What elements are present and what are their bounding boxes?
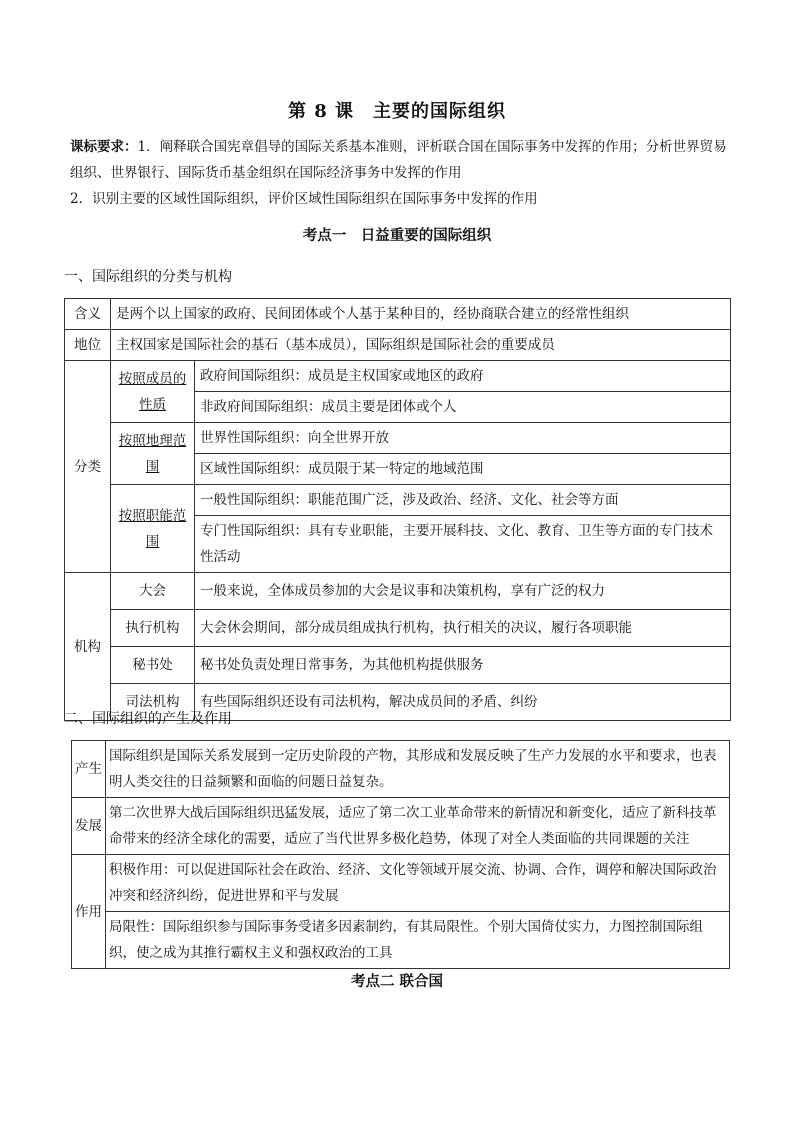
origin-label: 产生 [72, 741, 106, 798]
role-positive-text: 积极作用：可以促进国际社会在政治、经济、文化等领域开展交流、协调、合作，调停和解决国际政治冲突和经济纠纷，促进世界和平与发展 [106, 855, 730, 912]
org-desc: 一般来说，全体成员参加的大会是议事和决策机构，享有广泛的权力 [195, 573, 731, 610]
group-label [111, 361, 195, 423]
org-name: 司法机构 [111, 684, 195, 721]
table-row [65, 573, 731, 610]
org-label: 机构 [65, 573, 111, 721]
group-item: 一般性国际组织：职能范围广泛，涉及政治、经济、文化、社会等方面 [195, 485, 731, 516]
status-text: 主权国家是国际社会的基石（基本成员），国际组织是国际社会的重要成员 [111, 330, 731, 361]
group-label [111, 485, 195, 573]
table-row [65, 610, 731, 647]
org-desc: 有些国际组织还设有司法机构，解决成员间的矛盾、纠纷 [195, 684, 731, 721]
group-label [111, 423, 195, 485]
org-name: 秘书处 [111, 647, 195, 684]
group-item: 专门性国际组织：具有专业职能，主要开展科技、文化、教育、卫生等方面的专门技术性活动 [195, 516, 731, 573]
org-name: 大会 [111, 573, 195, 610]
section1-title: 考点一 日益重要的国际组织 [302, 227, 492, 244]
role-limit-text: 局限性：国际组织参与国际事务受诸多因素制约，有其局限性。个别大国倚仗实力，力图控制国际组织，使之成为其推行霸权主义和强权政治的工具 [106, 912, 730, 969]
lesson-title: 第 8 课 主要的国际组织 [287, 101, 507, 122]
part1-heading: 一、国际组织的分类与机构 [64, 269, 232, 285]
classification-table [64, 298, 731, 721]
table-row [72, 798, 730, 855]
group-label-text: 按照职能范围 [118, 507, 187, 550]
role-label: 作用 [72, 855, 106, 969]
origin-role-table [71, 740, 730, 969]
classify-label: 分类 [65, 361, 111, 573]
meaning-text: 是两个以上国家的政府、民间团体或个人基于某种目的，经协商联合建立的经常性组织 [111, 299, 731, 330]
requirements-line1: 1．阐释联合国宪章倡导的国际关系基本准则，评析联合国在国际事务中发挥的作用；分析世界贸易组织、世界银行、国际货币基金组织在国际经济事务中发挥的作用 [70, 139, 727, 181]
org-name: 执行机构 [111, 610, 195, 647]
group-label-text: 按照成员的性质 [118, 370, 187, 413]
table-row [65, 361, 731, 392]
table-row [65, 423, 731, 454]
table-row [72, 912, 730, 969]
development-label: 发展 [72, 798, 106, 855]
table-row [65, 330, 731, 361]
requirements-line2: 2．识别主要的区域性国际组织，评价区域性国际组织在国际事务中发挥的作用 [70, 191, 538, 207]
requirements-label: 课标要求： [70, 139, 138, 155]
group-item: 区域性国际组织：成员限于某一特定的地域范围 [195, 454, 731, 485]
group-label-text: 按照地理范围 [118, 432, 187, 475]
table-row [72, 855, 730, 912]
origin-text: 国际组织是国际关系发展到一定历史阶段的产物，其形成和发展反映了生产力发展的水平和要求，也表明人类交往的日益频繁和面临的问题日益复杂。 [106, 741, 730, 798]
part2-heading: 二、国际组织的产生及作用 [64, 711, 232, 727]
group-item: 非政府间国际组织：成员主要是团体或个人 [195, 392, 731, 423]
meaning-label: 含义 [65, 299, 111, 330]
section2-title: 考点二 联合国 [350, 973, 444, 990]
group-item: 世界性国际组织：向全世界开放 [195, 423, 731, 454]
table-row [72, 741, 730, 798]
status-label: 地位 [65, 330, 111, 361]
table-row [65, 647, 731, 684]
group-item: 政府间国际组织：成员是主权国家或地区的政府 [195, 361, 731, 392]
org-desc: 秘书处负责处理日常事务，为其他机构提供服务 [195, 647, 731, 684]
table-row [65, 485, 731, 516]
org-desc: 大会休会期间，部分成员组成执行机构，执行相关的决议，履行各项职能 [195, 610, 731, 647]
table-row [65, 299, 731, 330]
development-text: 第二次世界大战后国际组织迅猛发展，适应了第二次工业革命带来的新情况和新变化，适应了新科技革命带来的经济全球化的需要，适应了当代世界多极化趋势，体现了对全人类面临的共同课题的关注 [106, 798, 730, 855]
curriculum-requirements [70, 134, 730, 212]
